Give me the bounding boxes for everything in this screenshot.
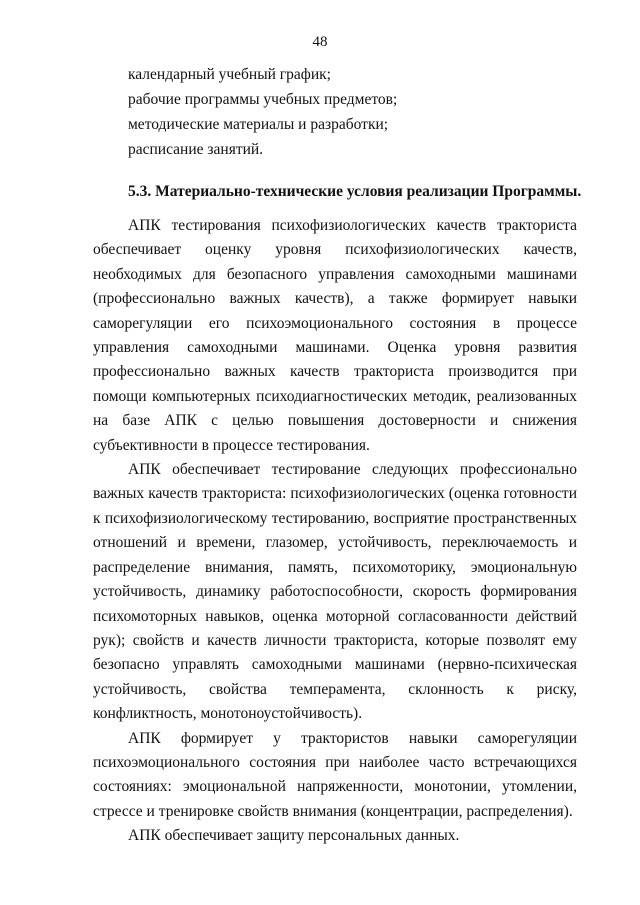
list-item: календарный учебный график; xyxy=(128,66,331,83)
document-list xyxy=(128,62,588,162)
paragraph: АПК формирует у трактористов навыки саморегуляции психоэмоционального состояния при наиболее часто встречающихся состояниях: эмоциональной напряженности, монотонии, утомлении, стрессе и тренировке свойств внимания (концентрации, распределения). xyxy=(93,729,577,820)
list-item: рабочие программы учебных предметов; xyxy=(128,91,398,108)
section-heading: 5.3. Материально-технические условия реализации Программы. xyxy=(128,183,582,200)
document-body xyxy=(93,214,577,849)
list-item: методические материалы и разработки; xyxy=(128,116,389,133)
list-item: расписание занятий. xyxy=(128,141,264,158)
paragraph: АПК тестирования психофизиологических качеств тракториста обеспечивает оценку уровня психофизиологических качеств, необходимых для безопасного управления самоходными машинами (профессионально важных качеств), а также формирует навыки саморегуляции его психоэмоционального состояния в процессе управления самоходными машинами. Оценка уровня развития профессионально важных качеств тракториста производится при помощи компьютерных психодиагностических методик, реализованных на базе АПК с целью повышения достоверности и снижения субъективности в процессе тестирования. xyxy=(93,217,577,454)
paragraph: АПК обеспечивает защиту персональных данных. xyxy=(128,827,460,845)
page-number: 48 xyxy=(312,34,328,50)
paragraph: АПК обеспечивает тестирование следующих профессионально важных качеств тракториста: психофизиологических (оценка готовности к психофизиологическому тестированию, восприятие пространственных отношений и времени, глазомер, устойчивость, переключаемость и распределение внимания, память, психомоторику, эмоциональную устойчивость, динамику работоспособности, скорость формирования психомоторных навыков, оценка моторной согласованности действий рук); свойств и качеств личности тракториста, которые позволят ему безопасно управлять самоходными машинами (нервно-психическая устойчивость, свойства темперамента, склонность к риску, конфликтность, монотоноустойчивость). xyxy=(93,461,577,723)
